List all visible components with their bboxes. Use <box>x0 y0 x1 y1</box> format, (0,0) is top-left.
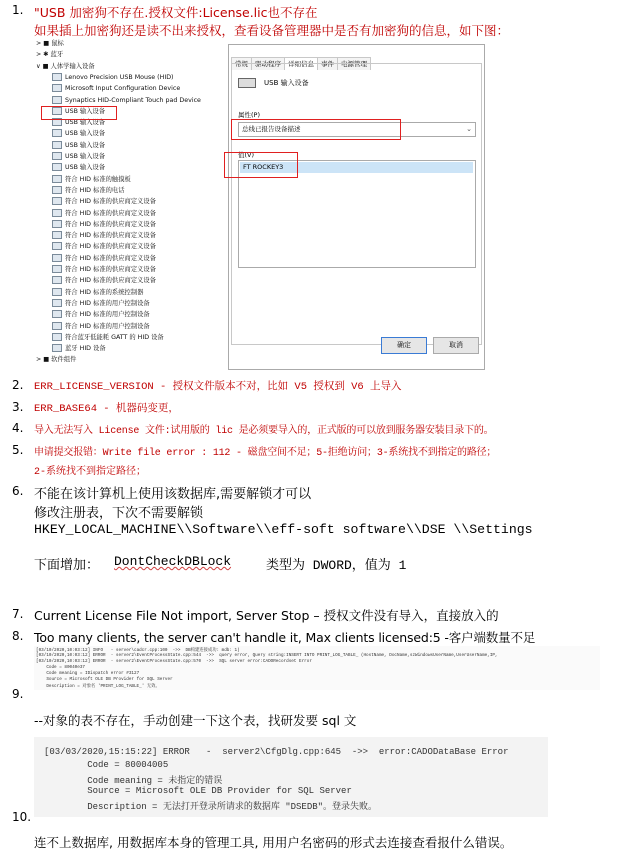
item-5-line1: 申请提交报错：Write file error : 112 - 磁盘空间不足；5-拒绝访问；3-系统找不到指定的路径； <box>34 448 497 459</box>
device-tree-label: 符合 HID 标准的触摸板 <box>65 175 131 183</box>
device-tree-item[interactable] <box>52 321 150 332</box>
device-name: USB 输入设备 <box>264 79 309 87</box>
device-tree-item[interactable] <box>52 264 156 275</box>
log-line: Code = 80040e37 <box>36 665 85 670</box>
device-tree-label: Synaptics HID-Compliant Touch pad Device <box>65 96 201 104</box>
item-6-line2: 修改注册表，下次不需要解锁 <box>34 506 204 521</box>
tab-driver[interactable]: 驱动程序 <box>251 57 285 70</box>
item-3-text: ERR_BASE64 - 机器码变更， <box>34 403 179 415</box>
item-7-text: Current License File Not import, Server Stop – 授权文件没有导入，直接放入的 <box>34 608 499 623</box>
device-tree-label: USB 输入设备 <box>65 119 106 127</box>
device-tree-item[interactable] <box>52 185 125 196</box>
dialog-tabs <box>231 51 370 68</box>
device-tree-item[interactable] <box>52 83 180 94</box>
tab-details[interactable]: 详细信息 <box>284 57 318 70</box>
device-tree-item[interactable] <box>52 140 105 151</box>
item-9-text: --对象的表不存在，手动创建一下这个表，找研发要 sql 文 <box>34 713 357 728</box>
property-label: 属性(P) <box>238 111 260 119</box>
property-select-value: 总线已报告设备描述 <box>242 125 301 133</box>
device-tree-item[interactable] <box>52 151 105 162</box>
device-tree-item[interactable] <box>52 287 143 298</box>
device-manager-panel <box>34 38 224 370</box>
item-number-1: 1. <box>12 3 24 17</box>
device-tree-label: 符合 HID 标准的供应商定义设备 <box>65 220 157 228</box>
device-tree-item[interactable] <box>52 174 131 185</box>
log-screenshot-small <box>34 646 600 690</box>
device-tree-item[interactable] <box>36 354 76 365</box>
device-tree-label: 符合 HID 标准的电话 <box>65 186 125 194</box>
value-highlight <box>224 152 298 178</box>
item-4-text: 导入无法写入 License 文件:试用版的 lic 是必须要导入的，正式版的可以放到服务器安装目录下的。 <box>34 426 494 437</box>
hid-device-icon <box>52 265 62 273</box>
hid-device-icon <box>52 186 62 194</box>
item-number-3: 3. <box>12 400 24 414</box>
device-tree-item[interactable] <box>52 230 156 241</box>
device-tree-label: 符合 HID 标准的用户控制设备 <box>65 311 150 319</box>
device-tree-item[interactable] <box>52 95 201 106</box>
device-tree-label: USB 输入设备 <box>65 130 106 138</box>
registry-key-name: DontCheckDBLock <box>114 554 232 569</box>
device-tree-item[interactable] <box>52 208 156 219</box>
item-number-10: 10. <box>12 810 32 824</box>
device-tree-label: > ✱ 蓝牙 <box>36 51 64 59</box>
device-tree-item[interactable] <box>52 241 156 252</box>
hid-device-icon <box>52 333 62 341</box>
item-1-title: "USB 加密狗不存在.授权文件:License.lic也不存在 <box>34 5 318 20</box>
device-tree-item[interactable] <box>52 253 156 264</box>
log-line: Description = 无法打开登录所请求的数据库 "DSEDB"。登录失败。 <box>44 802 378 812</box>
device-tree-label: 符合 HID 标准的供应商定义设备 <box>65 277 157 285</box>
hid-device-icon <box>52 276 62 284</box>
device-tree-label: > ■ 软件组件 <box>36 356 77 364</box>
item-1-subtitle: 如果插上加密狗还是读不出来授权，查看设备管理器中是否有加密狗的信息，如下图： <box>34 23 510 38</box>
device-tree-label: Microsoft Input Configuration Device <box>65 85 181 93</box>
device-tree-item[interactable] <box>52 343 106 354</box>
hid-device-icon <box>52 141 62 149</box>
log-line: Source = Microsoft OLE DB Provider for SQL Server <box>44 786 352 796</box>
device-tree-label: 符合 HID 标准的供应商定义设备 <box>65 254 157 262</box>
device-tree-item[interactable] <box>52 298 150 309</box>
item-2-text: ERR_LICENSE_VERSION - 授权文件版本不对，比如 V5 授权到 V6 上导入 <box>34 381 402 393</box>
hid-device-icon <box>52 344 62 352</box>
item-number-6: 6. <box>12 484 24 498</box>
device-tree-item[interactable] <box>52 128 105 139</box>
device-tree-label: USB 输入设备 <box>65 153 106 160</box>
device-tree-item[interactable] <box>36 38 64 49</box>
hid-device-icon <box>52 254 62 262</box>
log-line: Code = 80004005 <box>44 760 169 770</box>
hid-device-icon <box>52 220 62 228</box>
device-tree-label: USB 输入设备 <box>65 107 106 115</box>
hid-device-icon <box>52 163 62 171</box>
item-6-line1: 不能在该计算机上使用该数据库,需要解锁才可以 <box>34 487 312 502</box>
device-tree-item[interactable] <box>52 309 150 320</box>
log-screenshot-large <box>34 737 548 817</box>
tab-power[interactable]: 电源管理 <box>337 57 371 70</box>
property-highlight <box>231 119 401 140</box>
device-tree-label: 符合 HID 标准的供应商定义设备 <box>65 243 157 251</box>
item-number-4: 4. <box>12 421 24 435</box>
hid-device-icon <box>52 299 62 307</box>
hid-device-icon <box>52 231 62 239</box>
usb-device-icon <box>238 78 256 88</box>
log-line: [03/03/2020,15:15:22] ERROR - server2\CfgDlg.cpp:645 ->> error:CADODataBase Error <box>44 747 509 757</box>
device-tree-label: 符合蓝牙低能耗 GATT 的 HID 设备 <box>65 333 164 341</box>
hid-device-icon <box>52 73 62 81</box>
hid-device-icon <box>52 209 62 217</box>
log-line: [03/10/2020,10:03:12] ERROR - server2\EventProcessState.cpp:570 ->> SQL server error:CADORecordset Error <box>36 659 312 664</box>
device-tree-item[interactable] <box>52 162 105 173</box>
item-6-add-prefix: 下面增加： <box>34 558 100 573</box>
hid-device-icon <box>52 310 62 318</box>
device-tree-label: 蓝牙 HID 设备 <box>65 345 106 353</box>
device-tree-label: 符合 HID 标准的供应商定义设备 <box>65 198 157 206</box>
device-tree-item[interactable] <box>52 72 174 83</box>
tab-events[interactable]: 事件 <box>317 57 338 70</box>
log-line: Source = Microsoft OLE DB Provider for SQL Server <box>36 677 173 682</box>
log-line: [03/10/2020,10:03:12] ERROR - server2\EventProcessState.cpp:544 ->> query error, Query string:INSERT INTO PRINT_LOG_TABLE_ (HostName, DocName,szWindowsUserName,UserUserName,IP, <box>36 653 498 658</box>
device-tree-label: 符合 HID 标准的供应商定义设备 <box>65 209 157 217</box>
device-tree-item[interactable] <box>36 61 95 72</box>
item-number-8: 8. <box>12 629 24 643</box>
tab-general[interactable]: 常规 <box>231 57 252 70</box>
registry-key-type: 类型为 DWORD，值为 1 <box>266 558 407 573</box>
hid-device-icon <box>52 197 62 205</box>
hid-device-icon <box>52 129 62 137</box>
log-line: Code meaning = IDispatch error #3127 <box>36 671 140 676</box>
hid-device-icon <box>52 322 62 330</box>
item-number-9: 9. <box>12 687 24 701</box>
log-line: Code meaning = 未指定的错误 <box>44 776 223 786</box>
item-number-7: 7. <box>12 607 24 621</box>
hid-device-icon <box>52 288 62 296</box>
device-tree-item[interactable] <box>52 332 164 343</box>
device-tree-item[interactable] <box>52 275 156 286</box>
item-10-text: 连不上数据库, 用数据库本身的管理工具, 用用户名密码的形式去连接查看报什么错误。 <box>34 835 513 850</box>
registry-path: HKEY_LOCAL_MACHINE\\Software\\eff-soft software\\DSE \\Settings <box>34 522 533 537</box>
device-tree-label: > ■ 鼠标 <box>36 40 64 47</box>
hid-device-icon <box>52 152 62 160</box>
ok-button[interactable]: 确定 <box>381 337 427 354</box>
device-tree-label: Lenovo Precision USB Mouse (HID) <box>65 73 174 81</box>
item-5-line2: 2-系统找不到指定路径； <box>34 467 147 478</box>
value-item-text: FT ROCKEY3 <box>243 163 284 171</box>
item-number-2: 2. <box>12 378 24 392</box>
hid-device-icon <box>52 84 62 92</box>
value-label: 值(V) <box>238 151 255 159</box>
device-properties-dialog <box>228 44 485 370</box>
log-line: [03/10/2020,10:03:12] INFO - server\cadcr.cpp:100 ->> DB构建连接成功: mdb: 1) <box>36 648 240 653</box>
chevron-down-icon: ⌄ <box>466 125 472 133</box>
item-number-5: 5. <box>12 443 24 457</box>
device-tree-label: 符合 HID 标准的用户控制设备 <box>65 299 150 307</box>
hid-device-icon <box>52 242 62 250</box>
hid-device-icon <box>52 175 62 183</box>
device-tree-label: USB 输入设备 <box>65 141 106 149</box>
device-tree-label: ∨ ■ 人体学输入设备 <box>36 62 95 70</box>
device-tree-label: 符合 HID 标准的供应商定义设备 <box>65 232 157 240</box>
cancel-button[interactable]: 取消 <box>433 337 479 354</box>
device-tree-item[interactable] <box>52 196 156 207</box>
dialog-body <box>231 63 482 345</box>
device-tree-item[interactable] <box>36 49 63 60</box>
usb-device-highlight <box>41 106 117 120</box>
device-tree-label: 符合 HID 标准的供应商定义设备 <box>65 266 157 273</box>
item-8-text: Too many clients, the server can't handle it, Max clients licensed:5 -客户端数量不足 <box>34 630 536 645</box>
device-tree-label: 符合 HID 标准的系统控制器 <box>65 288 144 296</box>
hid-device-icon <box>52 96 62 104</box>
device-tree-label: 符合 HID 标准的用户控制设备 <box>65 322 150 330</box>
device-tree-item[interactable] <box>52 219 156 230</box>
log-line: Description = 对象名 'PRINT_LOG_TABLE_' 无效。 <box>36 684 160 689</box>
device-tree-label: USB 输入设备 <box>65 164 106 172</box>
